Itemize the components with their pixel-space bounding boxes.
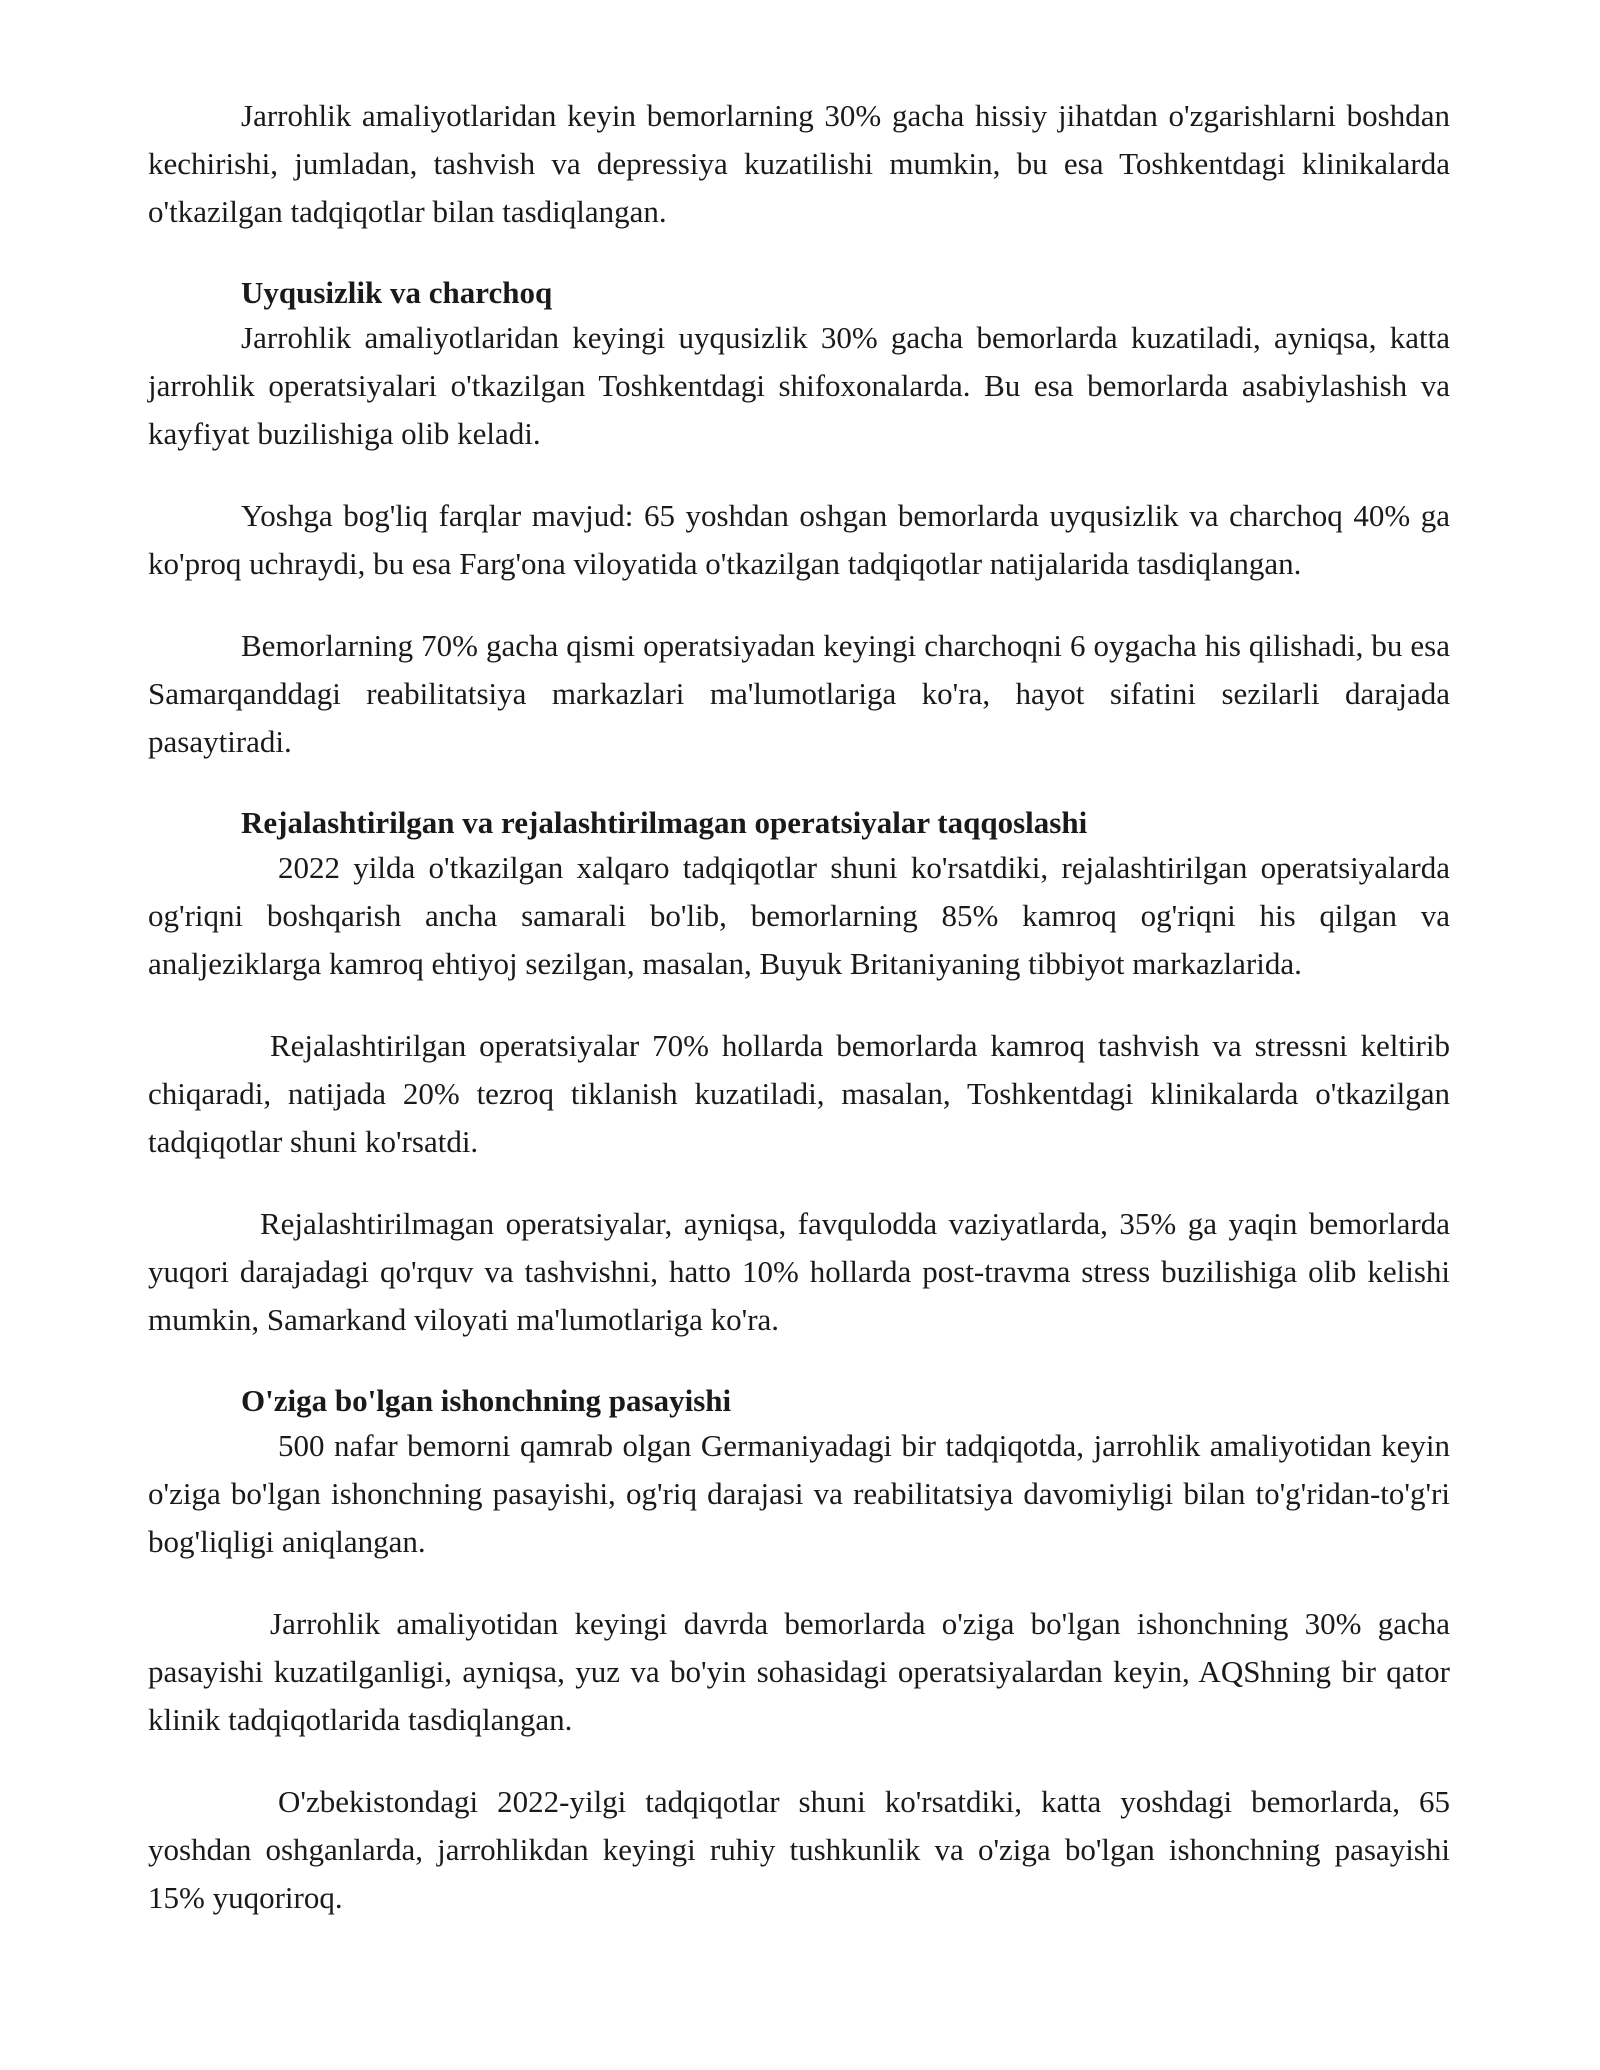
document-page [148, 92, 1450, 1922]
paragraph: Jarrohlik amaliyotidan keyingi davrda bemorlarda o'ziga bo'lgan ishonchning 30% gacha pasayishi kuzatilganligi, ayniqsa, yuz va bo'yin sohasidagi operatsiyalardan keyin, AQShning bir qator klinik tadqiqotlarida tasdiqlangan. [148, 1606, 1450, 1737]
paragraph: O'zbekistondagi 2022-yilgi tadqiqotlar shuni ko'rsatdiki, katta yoshdagi bemorlarda, 65 yoshdan oshganlarda, jarrohlikdan keyingi ruhiy tushkunlik va o'ziga bo'lgan ishonchning pasayishi 15% yuqoriroq. [148, 1784, 1450, 1915]
paragraph: 2022 yilda o'tkazilgan xalqaro tadqiqotlar shuni ko'rsatdiki, rejalashtirilgan operatsiyalarda og'riqni boshqarish ancha samarali bo'lib, bemorlarning 85% kamroq og'riqni his qilgan va analjeziklarga kamroq ehtiyoj sezilgan, masalan, Buyuk Britaniyaning tibbiyot markazlarida. [148, 850, 1450, 981]
paragraph: Jarrohlik amaliyotlaridan keyin bemorlarning 30% gacha hissiy jihatdan o'zgarishlarni boshdan kechirishi, jumladan, tashvish va depressiya kuzatilishi mumkin, bu esa Toshkentdagi klinikalarda o'tkazilgan tadqiqotlar bilan tasdiqlangan. [148, 98, 1450, 229]
section-heading: Rejalashtirilgan va rejalashtirilmagan operatsiyalar taqqoslashi [241, 805, 1088, 840]
section-heading: O'ziga bo'lgan ishonchning pasayishi [241, 1383, 732, 1418]
paragraph: 500 nafar bemorni qamrab olgan Germaniyadagi bir tadqiqotda, jarrohlik amaliyotidan keyin o'ziga bo'lgan ishonchning pasayishi, og'riq darajasi va reabilitatsiya davomiyligi bilan to'g'ridan-to'g'ri bog'liqligi aniqlangan. [148, 1428, 1450, 1559]
paragraph: Rejalashtirilmagan operatsiyalar, ayniqsa, favqulodda vaziyatlarda, 35% ga yaqin bemorlarda yuqori darajadagi qo'rquv va tashvishni, hatto 10% hollarda post-travma stress buzilishiga olib kelishi mumkin, Samarkand viloyati ma'lumotlariga ko'ra. [148, 1206, 1450, 1337]
paragraph: Jarrohlik amaliyotlaridan keyingi uyqusizlik 30% gacha bemorlarda kuzatiladi, ayniqsa, katta jarrohlik operatsiyalari o'tkazilgan Toshkentdagi shifoxonalarda. Bu esa bemorlarda asabiylashish va kayfiyat buzilishiga olib keladi. [148, 320, 1450, 451]
paragraph: Rejalashtirilgan operatsiyalar 70% hollarda bemorlarda kamroq tashvish va stressni keltirib chiqaradi, natijada 20% tezroq tiklanish kuzatiladi, masalan, Toshkentdagi klinikalarda o'tkazilgan tadqiqotlar shuni ko'rsatdi. [148, 1028, 1450, 1159]
section-heading: Uyqusizlik va charchoq [241, 275, 553, 310]
paragraph: Bemorlarning 70% gacha qismi operatsiyadan keyingi charchoqni 6 oygacha his qilishadi, bu esa Samarqanddagi reabilitatsiya markazlari ma'lumotlariga ko'ra, hayot sifatini sezilarli darajada pasaytiradi. [148, 628, 1450, 759]
paragraph: Yoshga bog'liq farqlar mavjud: 65 yoshdan oshgan bemorlarda uyqusizlik va charchoq 40% ga ko'proq uchraydi, bu esa Farg'ona viloyatida o'tkazilgan tadqiqotlar natijalarida tasdiqlangan. [148, 498, 1450, 581]
